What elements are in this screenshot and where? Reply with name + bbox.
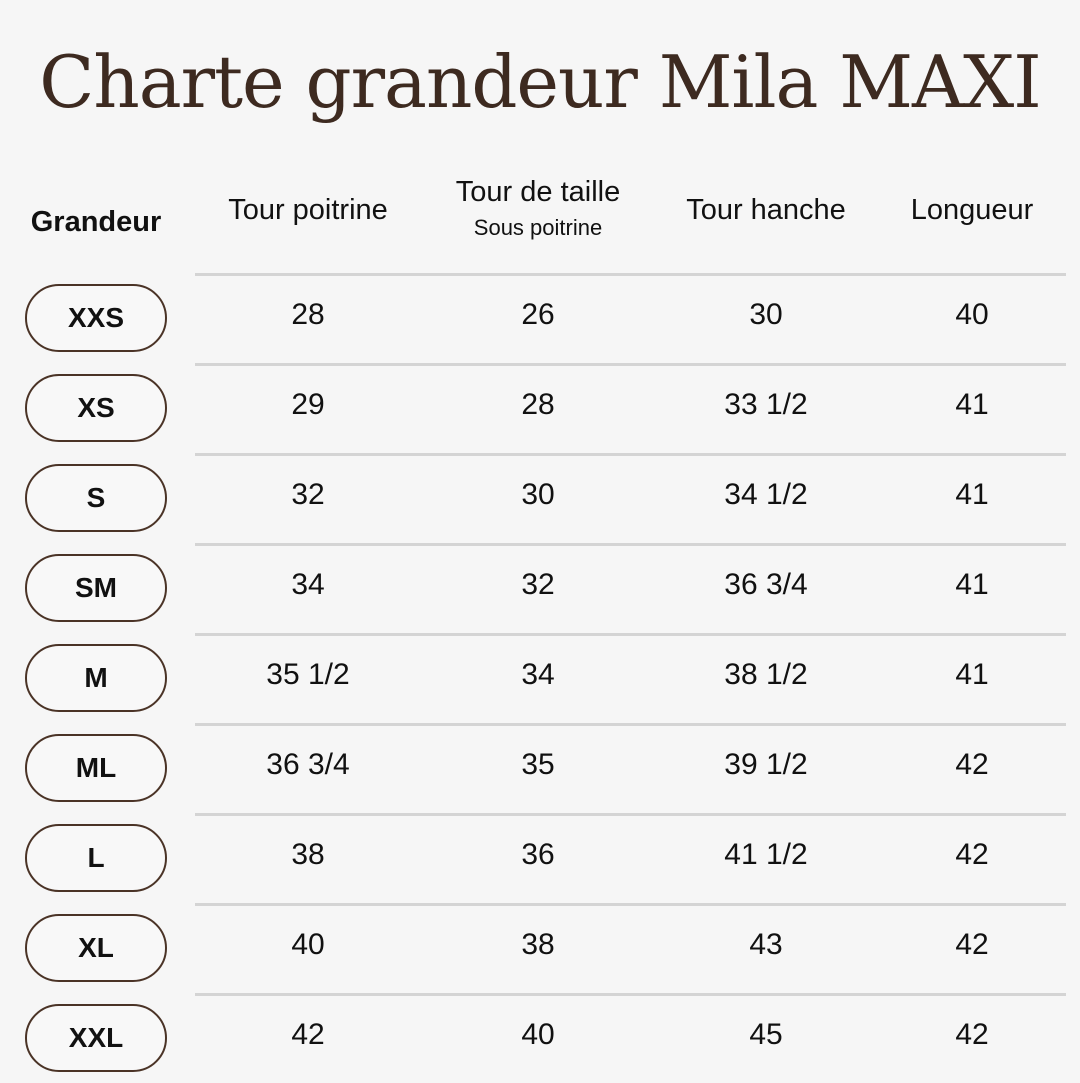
size-badge: XXS — [25, 284, 167, 352]
cell-longueur: 41 — [955, 658, 989, 691]
cell-tour-taille: 28 — [521, 388, 555, 421]
cell-tour-hanche: 43 — [749, 928, 783, 961]
cell-longueur: 40 — [955, 298, 989, 331]
page-title: Charte grandeur Mila MAXI — [39, 40, 1041, 124]
cell-tour-hanche: 38 1/2 — [724, 658, 808, 691]
size-badge: XS — [25, 374, 167, 442]
table-row — [0, 633, 1080, 723]
cell-longueur: 42 — [955, 838, 989, 871]
row-divider — [195, 363, 1066, 366]
table-row — [0, 543, 1080, 633]
cell-tour-taille: 35 — [521, 748, 555, 781]
row-divider — [195, 273, 1066, 276]
table-row — [0, 993, 1080, 1083]
table-row — [0, 363, 1080, 453]
size-badge: ML — [25, 734, 167, 802]
header-longueur: Longueur — [910, 194, 1034, 226]
size-badge: SM — [25, 554, 167, 622]
header-tour-taille-label: Tour de taille — [455, 176, 621, 208]
cell-tour-poitrine: 35 1/2 — [266, 658, 350, 691]
header-grandeur: Grandeur — [30, 206, 162, 238]
cell-tour-hanche: 39 1/2 — [724, 748, 808, 781]
row-divider — [195, 903, 1066, 906]
cell-tour-poitrine: 42 — [291, 1018, 325, 1051]
header-tour-hanche: Tour hanche — [686, 194, 846, 226]
cell-tour-hanche: 33 1/2 — [724, 388, 808, 421]
cell-tour-taille: 34 — [521, 658, 555, 691]
row-divider — [195, 813, 1066, 816]
table-header — [0, 170, 1080, 270]
header-tour-poitrine: Tour poitrine — [228, 194, 388, 226]
cell-longueur: 41 — [955, 478, 989, 511]
cell-tour-poitrine: 36 3/4 — [266, 748, 350, 781]
cell-longueur: 41 — [955, 568, 989, 601]
table-row — [0, 273, 1080, 363]
cell-longueur: 42 — [955, 928, 989, 961]
cell-longueur: 42 — [955, 1018, 989, 1051]
table-row — [0, 723, 1080, 813]
size-badge: M — [25, 644, 167, 712]
cell-tour-taille: 40 — [521, 1018, 555, 1051]
header-tour-taille-sub: Sous poitrine — [473, 215, 603, 240]
cell-tour-hanche: 30 — [749, 298, 783, 331]
cell-tour-taille: 30 — [521, 478, 555, 511]
cell-longueur: 41 — [955, 388, 989, 421]
header-tour-taille — [438, 176, 638, 241]
row-divider — [195, 993, 1066, 996]
table-row — [0, 903, 1080, 993]
cell-tour-poitrine: 34 — [291, 568, 325, 601]
cell-longueur: 42 — [955, 748, 989, 781]
size-badge: XXL — [25, 1004, 167, 1072]
cell-tour-poitrine: 38 — [291, 838, 325, 871]
table-row — [0, 813, 1080, 903]
cell-tour-hanche: 36 3/4 — [724, 568, 808, 601]
row-divider — [195, 633, 1066, 636]
size-table — [0, 273, 1080, 1083]
cell-tour-taille: 32 — [521, 568, 555, 601]
cell-tour-poitrine: 32 — [291, 478, 325, 511]
cell-tour-poitrine: 40 — [291, 928, 325, 961]
row-divider — [195, 723, 1066, 726]
size-badge: L — [25, 824, 167, 892]
table-row — [0, 453, 1080, 543]
cell-tour-hanche: 34 1/2 — [724, 478, 808, 511]
cell-tour-taille: 36 — [521, 838, 555, 871]
size-badge: XL — [25, 914, 167, 982]
row-divider — [195, 543, 1066, 546]
cell-tour-hanche: 45 — [749, 1018, 783, 1051]
cell-tour-poitrine: 29 — [291, 388, 325, 421]
cell-tour-poitrine: 28 — [291, 298, 325, 331]
cell-tour-taille: 26 — [521, 298, 555, 331]
size-badge: S — [25, 464, 167, 532]
row-divider — [195, 453, 1066, 456]
cell-tour-hanche: 41 1/2 — [724, 838, 808, 871]
cell-tour-taille: 38 — [521, 928, 555, 961]
